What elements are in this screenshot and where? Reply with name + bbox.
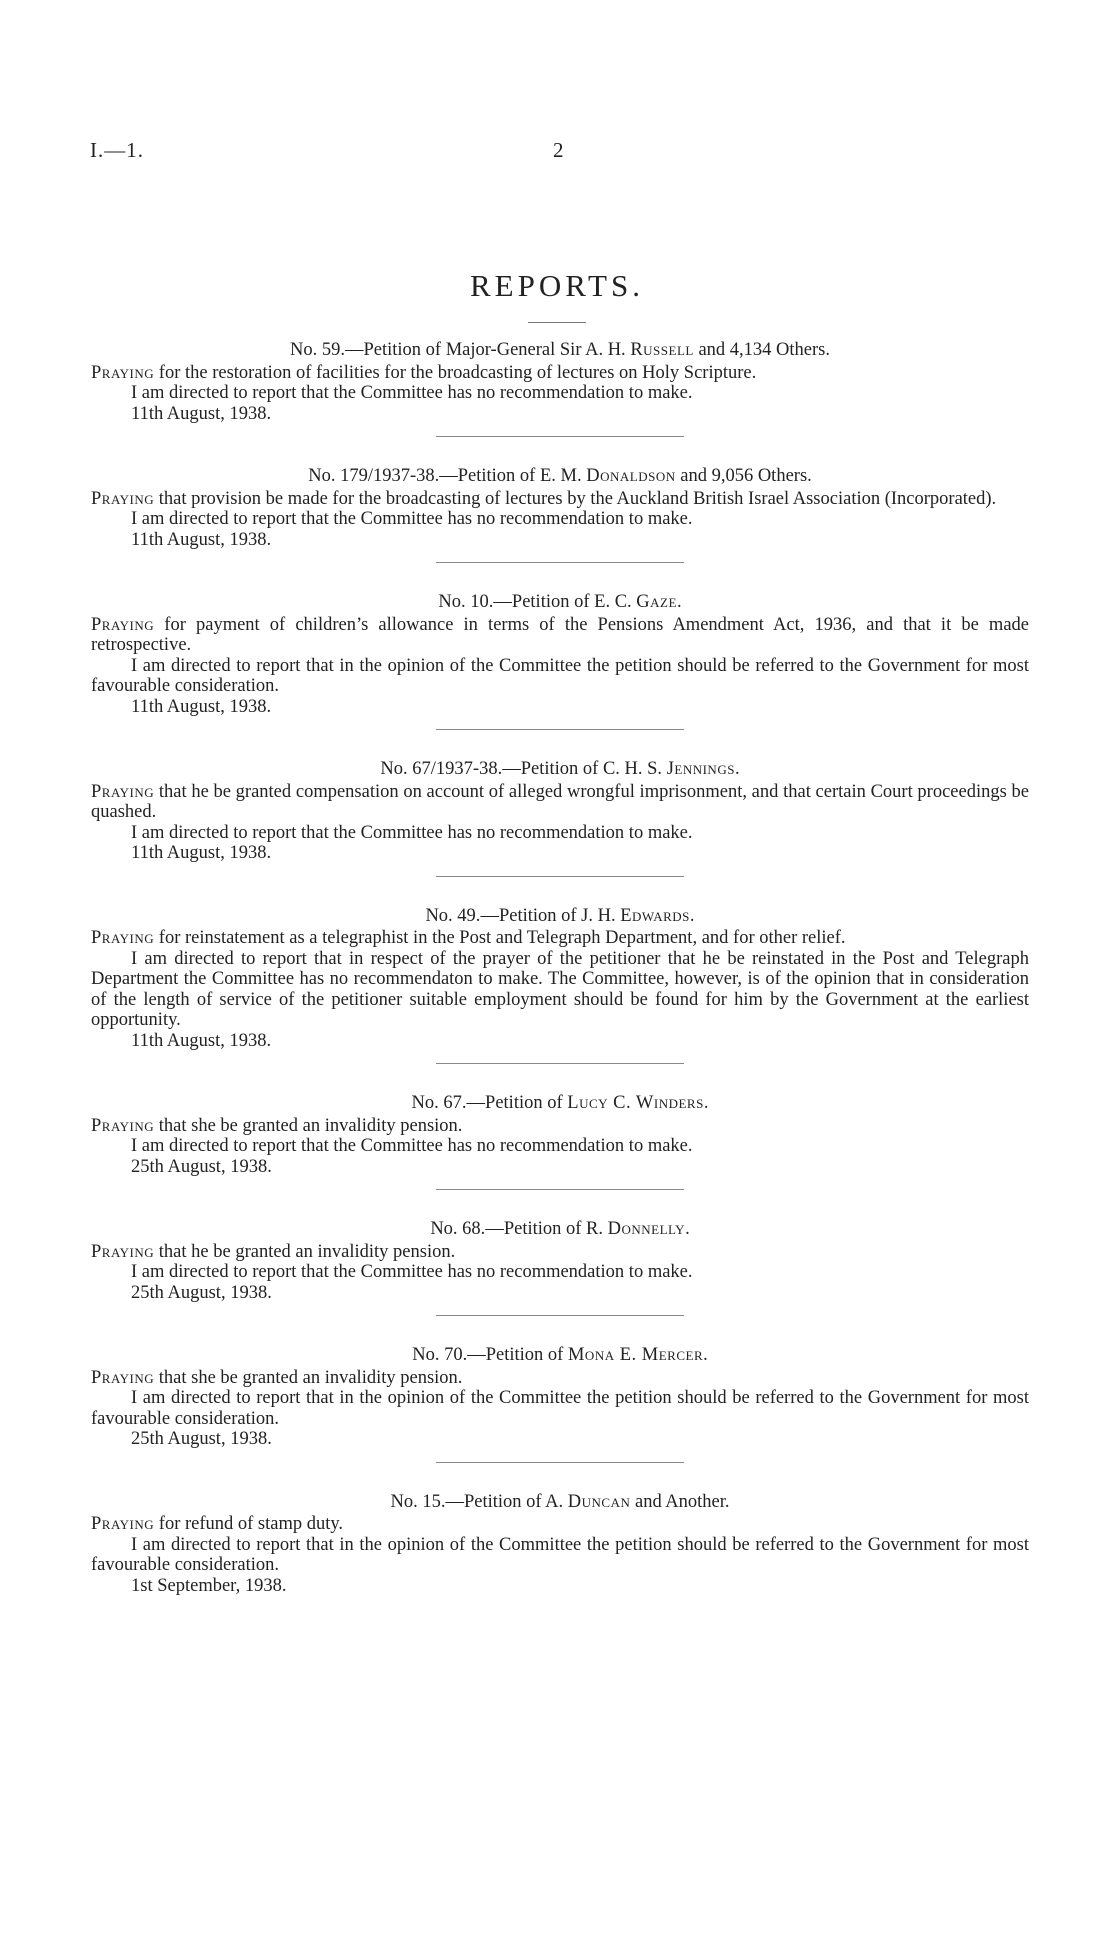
report-date: 11th August, 1938. — [131, 529, 272, 550]
petitioner-name: Edwards — [620, 905, 690, 926]
report-date: 11th August, 1938. — [131, 1030, 272, 1051]
petition-heading: No. 70.—Petition of Mona E. Mercer. — [412, 1345, 708, 1365]
petitioner-text: Petition of Major-General Sir A. H. — [363, 340, 631, 360]
petition-heading: No. 67.—Petition of Lucy C. Winders. — [411, 1093, 709, 1113]
petition-prayer — [91, 1116, 1029, 1137]
petition-prayer — [91, 489, 1029, 510]
petitioner-text: Petition of J. H. — [498, 905, 621, 926]
praying-label: Praying — [91, 1241, 155, 1262]
petitioner-others: and Another. — [630, 1491, 730, 1512]
petitioner-text: Petition of — [485, 1093, 568, 1113]
petition-number: No. 179/1937-38. — [308, 466, 440, 486]
prayer-text: that provision be made for the broadcasting of lectures by the Auckland British Israel Association (Incorporated). — [154, 488, 997, 509]
petitioner-others: and 4,134 Others. — [693, 340, 830, 360]
petitioner-others: . — [676, 592, 682, 612]
committee-report: I am directed to report that in the opinion of the Committee the petition should be referred to the Government for most favourable consideration. — [91, 655, 1029, 696]
committee-report: I am directed to report that the Committee has no recommendation to make. — [131, 1136, 693, 1156]
prayer-text: for refund of stamp duty. — [154, 1514, 344, 1534]
petition-entry — [91, 1219, 1029, 1316]
petitioner-text: Petition of E. C. — [511, 592, 637, 612]
petition-prayer — [91, 1242, 1029, 1263]
report-date: 11th August, 1938. — [131, 403, 272, 424]
petition-number: No. 10. — [438, 592, 494, 612]
committee-report: I am directed to report that in the opinion of the Committee the petition should be referred to the Government for most favourable consideration. — [91, 1534, 1029, 1575]
petitioner-text: Petition of E. M. — [457, 466, 587, 486]
petition-heading: No. 15.—Petition of A. Duncan and Another. — [390, 1491, 730, 1512]
prayer-text: that he be granted an invalidity pension. — [154, 1241, 456, 1262]
page-header — [90, 138, 1030, 168]
petition-prayer — [91, 363, 1029, 384]
report-date: 25th August, 1938. — [131, 1156, 272, 1177]
petition-prayer — [91, 615, 1029, 656]
separator-rule — [436, 1462, 684, 1463]
petition-entry — [91, 1345, 1029, 1463]
report-date: 11th August, 1938. — [131, 696, 272, 717]
petition-entry — [91, 1093, 1029, 1190]
petition-number: No. 59. — [290, 340, 345, 360]
petitioner-text: Petition of R. — [503, 1219, 608, 1239]
prayer-text: for the restoration of facilities for the broadcasting of lectures on Holy Scripture. — [154, 362, 757, 383]
praying-label: Praying — [91, 614, 155, 635]
report-date: 1st September, 1938. — [131, 1575, 287, 1596]
title-rule — [528, 322, 586, 323]
petitioner-name: Duncan — [567, 1491, 631, 1512]
report-date: 11th August, 1938. — [131, 843, 272, 863]
petition-heading: No. 10.—Petition of E. C. Gaze. — [438, 592, 682, 612]
page-title: REPORTS. — [470, 268, 644, 303]
separator-rule — [436, 1315, 684, 1316]
separator-rule — [436, 876, 684, 877]
petitioner-name: Mona E. Mercer — [567, 1345, 704, 1365]
prayer-text: that she be granted an invalidity pension. — [154, 1367, 463, 1388]
reports-list — [91, 340, 1029, 1596]
praying-label: Praying — [91, 928, 155, 948]
praying-label: Praying — [91, 1367, 155, 1388]
petition-number: No. 67/1937-38. — [380, 759, 503, 779]
petitioner-others: . — [685, 1219, 690, 1239]
prayer-text: for payment of children’s allowance in terms of the Pensions Amendment Act, 1936, and that it be made retrospective. — [91, 614, 1029, 655]
prayer-text: that she be granted an invalidity pension. — [154, 1115, 463, 1136]
petitioner-name: Jennings — [666, 759, 735, 779]
petition-number: No. 68. — [430, 1219, 486, 1239]
petition-entry — [91, 1492, 1029, 1597]
petition-number: No. 67. — [411, 1093, 467, 1113]
petitioner-name: Russell — [630, 340, 694, 360]
separator-rule — [436, 436, 684, 437]
petition-heading: No. 68.—Petition of R. Donnelly. — [430, 1219, 690, 1239]
petition-heading: No. 59.—Petition of Major-General Sir A. H. Russell and 4,134 Others. — [290, 340, 830, 360]
petitioner-others: and 9,056 Others. — [675, 466, 812, 486]
separator-rule — [436, 562, 684, 563]
paper-reference: I.—1. — [90, 138, 144, 162]
petition-prayer — [91, 928, 1029, 949]
committee-report: I am directed to report that the Committee has no recommendation to make. — [131, 383, 693, 403]
committee-report: I am directed to report that in respect of the prayer of the petitioner that he be reinstated in the Post and Telegraph Department the Committee has no recommendaton to make. The Committee, however, is of the opinion that in consideration of the length of service of the petitioner suitable employment should be found for him by the Government at the earliest opportunity. — [91, 948, 1029, 1030]
separator-rule — [436, 729, 684, 730]
petition-entry — [91, 466, 1029, 563]
petitioner-name: Gaze — [636, 592, 677, 612]
report-date: 25th August, 1938. — [131, 1429, 272, 1449]
petition-entry — [91, 340, 1029, 437]
praying-label: Praying — [91, 362, 155, 383]
petitioner-others: . — [689, 905, 695, 926]
separator-rule — [436, 1063, 684, 1064]
prayer-text: that he be granted compensation on account of alleged wrongful imprisonment, and that certain Court proceedings be quashed. — [91, 781, 1029, 822]
petition-number: No. 70. — [412, 1345, 468, 1365]
praying-label: Praying — [91, 1514, 155, 1534]
petition-heading: No. 67/1937-38.—Petition of C. H. S. Jennings. — [380, 759, 740, 779]
petitioner-text: Petition of — [485, 1345, 568, 1365]
petition-prayer — [91, 1514, 1029, 1535]
petitioner-name: Donaldson — [586, 466, 676, 486]
petition-number: No. 49. — [425, 905, 481, 926]
petition-entry — [91, 906, 1029, 1065]
petitioner-text: Petition of A. — [463, 1491, 568, 1512]
petition-entry — [91, 759, 1029, 877]
page-number: 2 — [553, 138, 564, 162]
committee-report: I am directed to report that the Committee has no recommendation to make. — [131, 1262, 693, 1282]
committee-report: I am directed to report that the Committee has no recommendation to make. — [131, 822, 693, 843]
report-date: 25th August, 1938. — [131, 1282, 272, 1303]
petitioner-name: Lucy C. Winders — [567, 1093, 704, 1113]
petition-prayer — [91, 1368, 1029, 1389]
petitioner-others: . — [734, 759, 740, 779]
petitioner-others: . — [703, 1345, 708, 1365]
prayer-text: for reinstatement as a telegraphist in the Post and Telegraph Department, and for other relief. — [154, 928, 846, 948]
petition-entry — [91, 592, 1029, 730]
praying-label: Praying — [91, 781, 155, 802]
committee-report: I am directed to report that the Committee has no recommendation to make. — [131, 509, 693, 529]
petition-number: No. 15. — [390, 1491, 446, 1512]
petitioner-text: Petition of C. H. S. — [520, 759, 667, 779]
committee-report: I am directed to report that in the opinion of the Committee the petition should be referred to the Government for most favourable consideration. — [91, 1388, 1029, 1429]
petition-heading: No. 49.—Petition of J. H. Edwards. — [425, 905, 695, 926]
petition-prayer — [91, 782, 1029, 823]
petitioner-others: . — [703, 1093, 709, 1113]
petitioner-name: Donnelly — [607, 1219, 686, 1239]
praying-label: Praying — [91, 488, 155, 509]
separator-rule — [436, 1189, 684, 1190]
petition-heading: No. 179/1937-38.—Petition of E. M. Donaldson and 9,056 Others. — [308, 466, 812, 486]
praying-label: Praying — [91, 1115, 155, 1136]
